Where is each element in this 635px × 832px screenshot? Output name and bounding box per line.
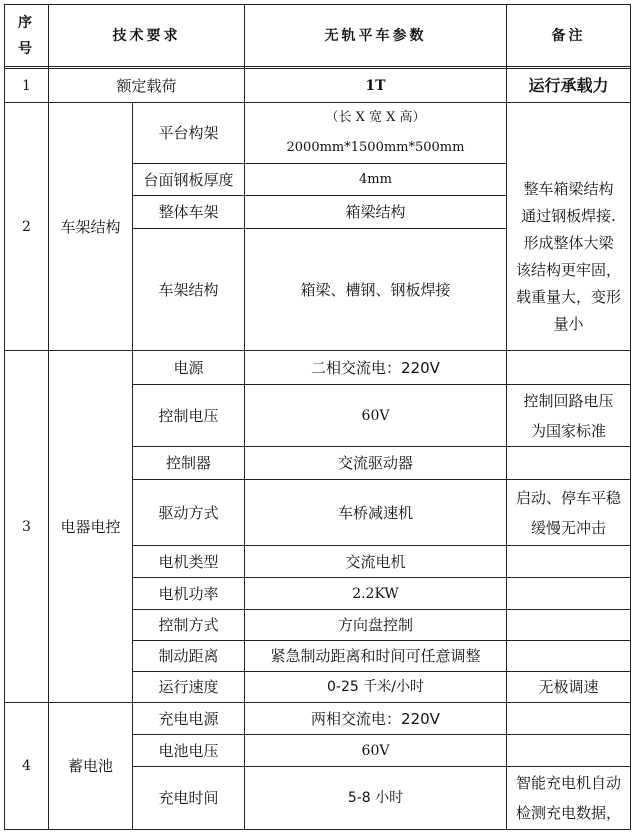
param-value: 2.2KW <box>352 585 399 602</box>
item-label: 整体车架 <box>158 203 219 221</box>
param-value: 箱梁结构 <box>345 203 406 221</box>
item-label: 电机类型 <box>158 552 219 571</box>
param-value: 交流驱动器 <box>337 454 413 472</box>
note-text: 运行承载力 <box>528 75 609 95</box>
param-value: 二相交流电：220V <box>311 358 440 377</box>
param-value: 60V <box>361 407 390 424</box>
header-seq: 序 号 <box>18 14 35 57</box>
param-value: 60V <box>361 742 390 759</box>
row-number: 1 <box>22 77 31 94</box>
row-number: 4 <box>22 758 31 774</box>
note-text: 整车箱梁结构 通过钢板焊接. 形成整体大梁 该结构更牢固， 载重量大，变形 量小 <box>515 180 621 333</box>
item-label: 充电时间 <box>158 789 219 807</box>
param-value: （长 X 宽 X 高） 2000mm*1500mm*500mm <box>286 110 465 155</box>
row-number: 2 <box>22 218 31 235</box>
item-label: 控制器 <box>165 454 211 472</box>
item-label: 平台构架 <box>158 124 219 142</box>
param-value: 方向盘控制 <box>337 616 413 634</box>
header-tech-requirements: 技术要求 <box>112 27 181 44</box>
grid-line <box>4 66 630 67</box>
grid-line <box>4 829 630 830</box>
item-label: 额定载荷 <box>116 76 177 95</box>
item-label: 充电电源 <box>158 709 219 728</box>
note-text: 控制回路电压 为国家标准 <box>523 391 614 440</box>
header-notes: 备注 <box>551 27 586 44</box>
param-value: 4mm <box>359 171 392 187</box>
item-label: 运行速度 <box>158 678 219 696</box>
param-value: 车桥减速机 <box>337 503 413 522</box>
grid-line <box>630 4 631 830</box>
header-parameters: 无轨平车参数 <box>324 27 427 44</box>
row-number: 3 <box>22 518 31 535</box>
param-value: 5-8 小时 <box>347 790 404 806</box>
item-label: 台面钢板厚度 <box>143 170 234 189</box>
param-value: 紧急制动距离和时间可任意调整 <box>270 647 481 665</box>
item-label: 制动距离 <box>158 647 219 665</box>
note-text: 智能充电机自动 检测充电数据， <box>515 774 621 822</box>
param-value: 交流电机 <box>345 552 406 571</box>
param-value: 两相交流电：220V <box>311 709 440 728</box>
item-label: 电源 <box>173 358 204 377</box>
item-label: 控制方式 <box>158 616 219 634</box>
group-label: 蓄电池 <box>67 757 113 775</box>
item-label: 电池电压 <box>158 741 219 760</box>
group-label: 电器电控 <box>60 517 121 536</box>
note-text: 无极调速 <box>538 678 599 696</box>
item-label: 驱动方式 <box>158 503 219 522</box>
item-label: 电机功率 <box>158 584 219 603</box>
note-text: 启动、停车平稳 缓慢无冲击 <box>515 488 621 537</box>
group-label: 车架结构 <box>60 217 121 236</box>
param-value: 0-25 千米/小时 <box>327 679 424 695</box>
item-label: 车架结构 <box>158 280 219 299</box>
param-value: 箱梁、槽钢、钢板焊接 <box>300 280 451 299</box>
param-value: 1T <box>365 77 386 94</box>
item-label: 控制电压 <box>158 406 219 425</box>
